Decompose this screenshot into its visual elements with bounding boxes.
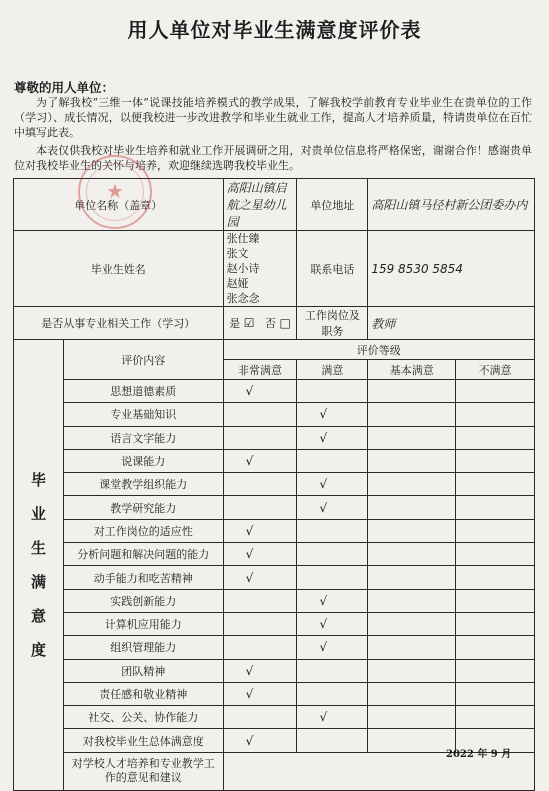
phone-label: 联系电话 — [297, 231, 368, 307]
level-header-0: 非常满意 — [223, 360, 297, 380]
grad-names-value[interactable] — [223, 231, 297, 307]
check-mark-icon: √ — [319, 477, 328, 492]
check-mark-icon: √ — [319, 500, 328, 515]
rating-cell[interactable] — [456, 473, 535, 496]
rating-cell[interactable] — [368, 496, 456, 519]
rating-cell[interactable] — [297, 682, 368, 705]
unit-name-value[interactable]: 高阳山镇启航之星幼儿园 — [223, 179, 297, 231]
rating-cell[interactable] — [223, 729, 297, 752]
table-row — [14, 519, 535, 542]
level-header-1: 满意 — [297, 360, 368, 380]
criterion-name: 语言文字能力 — [63, 426, 223, 449]
grad-name: 张念念 — [226, 292, 260, 305]
rating-cell[interactable] — [223, 612, 297, 635]
check-mark-icon: √ — [319, 617, 328, 632]
rating-cell[interactable] — [368, 380, 456, 403]
check-mark-icon: √ — [319, 430, 328, 445]
criterion-name: 实践创新能力 — [63, 589, 223, 612]
rating-cell[interactable] — [456, 589, 535, 612]
no-checkbox[interactable]: □ — [279, 316, 291, 330]
rating-cell[interactable] — [456, 403, 535, 426]
intro-paragraph-1: 为了解我校“三维一体”说课技能培养模式的教学成果，了解我校学前教育专业毕业生在贵单位的工作（学习）、成长情况，以便我校进一步改进教学和毕业生就业工作，提高人才培养质量，特请贵单位在百忙中填写此表。 — [14, 96, 532, 139]
page-title: 用人单位对毕业生满意度评价表 — [127, 18, 422, 42]
criterion-name: 对我校毕业生总体满意度 — [63, 729, 223, 752]
criterion-name: 团队精神 — [63, 659, 223, 682]
rating-cell[interactable] — [297, 473, 368, 496]
rating-cell[interactable] — [297, 589, 368, 612]
post-value[interactable]: 教师 — [368, 307, 535, 340]
rating-cell[interactable] — [368, 729, 456, 752]
check-mark-icon: √ — [245, 733, 254, 748]
rating-cell[interactable] — [223, 473, 297, 496]
rating-cell[interactable] — [223, 543, 297, 566]
rating-cell[interactable] — [456, 380, 535, 403]
rating-cell[interactable] — [368, 403, 456, 426]
rating-cell[interactable] — [223, 636, 297, 659]
table-row — [14, 566, 535, 589]
related-work-choice[interactable] — [223, 307, 297, 340]
unit-name-label: 单位名称（盖章） — [74, 198, 163, 212]
criterion-name: 动手能力和吃苦精神 — [63, 566, 223, 589]
side-label-char: 毕 — [30, 470, 46, 489]
side-label-char: 业 — [30, 504, 46, 523]
rating-cell[interactable] — [368, 589, 456, 612]
criterion-name: 教学研究能力 — [63, 496, 223, 519]
greeting: 尊敬的用人单位： — [14, 80, 115, 95]
criterion-name: 课堂教学组织能力 — [63, 473, 223, 496]
opinion-label: 对学校人才培养和专业教学工作的意见和建议 — [63, 752, 223, 790]
criterion-name: 组织管理能力 — [63, 636, 223, 659]
rating-cell[interactable] — [368, 706, 456, 729]
rating-cell[interactable] — [456, 682, 535, 705]
table-row — [14, 682, 535, 705]
rating-cell[interactable] — [297, 659, 368, 682]
rating-cell[interactable] — [297, 380, 368, 403]
rating-cell[interactable] — [368, 449, 456, 472]
rating-cell[interactable] — [223, 380, 297, 403]
rating-cell[interactable] — [223, 449, 297, 472]
rating-cell[interactable] — [297, 403, 368, 426]
rating-cell[interactable] — [223, 682, 297, 705]
check-mark-icon: √ — [245, 454, 254, 469]
rating-cell[interactable] — [223, 496, 297, 519]
side-label-char: 度 — [30, 640, 46, 659]
table-row — [14, 426, 535, 449]
criterion-name: 思想道德素质 — [63, 380, 223, 403]
official-seal — [78, 155, 152, 229]
rating-cell[interactable] — [297, 566, 368, 589]
check-mark-icon: √ — [245, 384, 254, 399]
rating-cell[interactable] — [456, 426, 535, 449]
level-header-3: 不满意 — [456, 360, 535, 380]
rating-cell[interactable] — [368, 566, 456, 589]
rating-cell[interactable] — [297, 729, 368, 752]
criterion-name: 专业基础知识 — [63, 403, 223, 426]
phone-value[interactable]: 159 8530 5854 — [368, 231, 535, 307]
rating-cell[interactable] — [456, 543, 535, 566]
criterion-name: 计算机应用能力 — [63, 612, 223, 635]
rating-cell[interactable] — [368, 612, 456, 635]
rating-cell[interactable] — [368, 543, 456, 566]
rating-cell[interactable] — [456, 496, 535, 519]
rating-cell[interactable] — [223, 403, 297, 426]
evaluation-table — [13, 178, 535, 791]
table-row — [14, 706, 535, 729]
rating-cell[interactable] — [368, 519, 456, 542]
check-mark-icon: √ — [245, 663, 254, 678]
table-row — [14, 403, 535, 426]
rating-cell[interactable] — [456, 659, 535, 682]
rating-cell[interactable] — [297, 612, 368, 635]
criterion-name: 社交、公关、协作能力 — [63, 706, 223, 729]
grad-name: 赵小诗 — [226, 262, 260, 275]
rating-cell[interactable] — [368, 473, 456, 496]
rating-cell[interactable] — [297, 636, 368, 659]
check-mark-icon: √ — [245, 687, 254, 701]
check-mark-icon: √ — [245, 523, 254, 538]
rating-cell[interactable] — [223, 589, 297, 612]
rating-cell[interactable] — [297, 496, 368, 519]
grad-name: 赵娅 — [226, 277, 249, 290]
rating-cell[interactable] — [456, 706, 535, 729]
seal-star-icon: ★ — [106, 179, 124, 203]
level-header-2: 基本满意 — [368, 360, 456, 380]
yes-label: 是 — [229, 317, 241, 330]
post-label: 工作岗位及职务 — [297, 307, 368, 340]
rating-cell[interactable] — [223, 566, 297, 589]
table-row — [14, 496, 535, 519]
check-mark-icon: √ — [245, 570, 254, 585]
no-label: 否 — [264, 317, 276, 330]
table-row — [14, 636, 535, 659]
rating-cell[interactable] — [456, 566, 535, 589]
intro-paragraph-2: 本表仅供我校对毕业生培养和就业工作开展调研之用，对贵单位信息将严格保密，谢谢合作！感谢贵单位对我校毕业生的关怀与培养，欢迎继续选聘我校毕业生。 — [14, 144, 532, 172]
rating-cell[interactable] — [368, 636, 456, 659]
rating-cell[interactable] — [223, 659, 297, 682]
grad-names-label: 毕业生姓名 — [14, 231, 224, 307]
rating-cell[interactable] — [297, 519, 368, 542]
form-date: 2022 年 9 月 — [446, 749, 512, 760]
check-mark-icon: √ — [319, 640, 328, 655]
check-mark-icon: √ — [319, 593, 328, 608]
table-row — [14, 612, 535, 635]
rating-cell[interactable] — [368, 426, 456, 449]
grad-name: 张文 — [226, 247, 249, 260]
check-mark-icon: √ — [319, 710, 328, 725]
criterion-name: 分析问题和解决问题的能力 — [63, 543, 223, 566]
check-mark-icon: √ — [319, 407, 328, 422]
grad-name: 张仕臻 — [226, 232, 260, 245]
grade-header: 评价等级 — [223, 340, 534, 360]
rating-cell[interactable] — [456, 612, 535, 635]
table-row — [14, 589, 535, 612]
criterion-name: 对工作岗位的适应性 — [63, 519, 223, 542]
rating-cell[interactable] — [223, 706, 297, 729]
rating-cell[interactable] — [297, 543, 368, 566]
side-label-char: 满 — [30, 572, 46, 591]
rating-cell[interactable] — [297, 449, 368, 472]
satisfaction-side-label — [14, 340, 64, 791]
rating-cell[interactable] — [456, 636, 535, 659]
rating-cell[interactable] — [297, 706, 368, 729]
side-label-char: 生 — [30, 538, 46, 557]
rating-cell[interactable] — [456, 519, 535, 542]
rating-cell[interactable] — [297, 426, 368, 449]
rating-cell[interactable] — [368, 682, 456, 705]
rating-cell[interactable] — [223, 426, 297, 449]
criterion-name: 说课能力 — [63, 449, 223, 472]
table-row — [14, 659, 535, 682]
table-row — [14, 543, 535, 566]
table-row — [14, 449, 535, 472]
rating-cell[interactable] — [456, 449, 535, 472]
check-mark-icon: √ — [245, 547, 254, 562]
table-row — [14, 380, 535, 403]
unit-address-value[interactable]: 高阳山镇马径村新公团委办内 — [368, 179, 535, 231]
related-work-label: 是否从事专业相关工作（学习） — [14, 307, 224, 340]
unit-address-label: 单位地址 — [297, 179, 368, 231]
content-header: 评价内容 — [63, 340, 223, 380]
side-label-char: 意 — [30, 606, 46, 625]
rating-cell[interactable] — [368, 659, 456, 682]
yes-checkbox[interactable]: ☑ — [243, 316, 255, 330]
rating-cell[interactable] — [223, 519, 297, 542]
table-row — [14, 473, 535, 496]
criterion-name: 责任感和敬业精神 — [63, 682, 223, 705]
